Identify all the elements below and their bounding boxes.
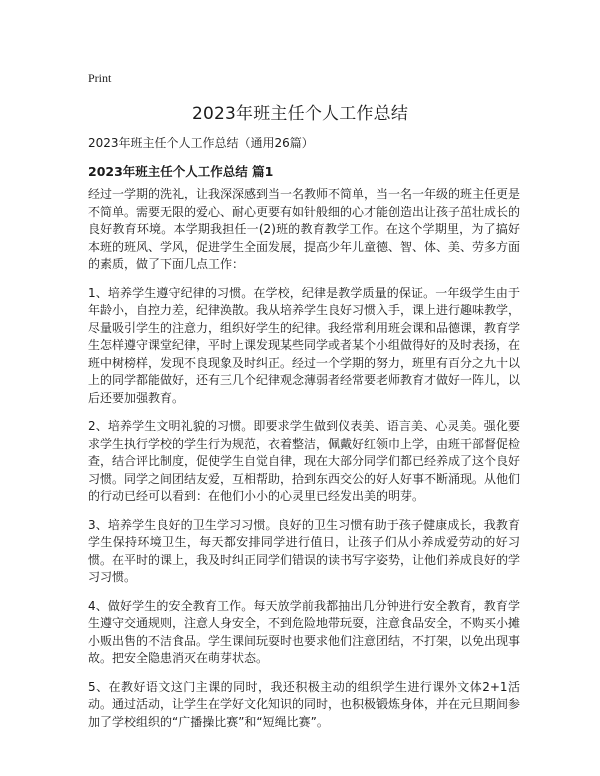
section-heading: 2023年班主任个人工作总结 篇1: [88, 164, 274, 179]
paragraph-discipline: 1、培养学生遵守纪律的习惯。在学校，纪律是教学质量的保证。一年级学生由于年龄小，自控力差，纪律涣散。我从培养学生良好习惯入手，课上进行趣味教学，尽量吸引学生的注意力，组织好学生的纪律。我经常利用班会课和品德课，教育学生怎样遵守课堂纪律，平时上课发现某些同学或者某个小组做得好的及时表扬，在班中树榜样，发现不良现象及时纠正。经过一个学期的努力，班里有百分之九十以上的同学都能做好，还有三几个纪律观念薄弱者经常要老师教育才做好一阵儿，以后还要加强教育。: [88, 285, 521, 405]
paragraph-safety: 4、做好学生的安全教育工作。每天放学前我都抽出几分钟进行安全教育，教育学生遵守交通规则，注意人身安全，不到危险地带玩耍，注意食品安全，不购买小摊小贩出售的不洁食品。学生课间玩耍时也要求他们注意团结，不打架，以免出现事故。把安全隐患消灭在萌芽状态。: [88, 598, 521, 665]
paragraph-activities: 5、在教好语文这门主课的同时，我还积极主动的组织学生进行课外文体2+1活动。通过活动，让学生在学好文化知识的同时，也积极锻炼身体，并在元旦期间参加了学校组织的“广播操比赛”和“短绳比赛”。: [88, 679, 521, 729]
paragraph-hygiene: 3、培养学生良好的卫生学习习惯。良好的卫生习惯有助于孩子健康成长，我教育学生保持环境卫生，每天都安排同学进行值日，让孩子们从小养成爱劳动的好习惯。在平时的课上，我及时纠正同学们错误的读书写字姿势，让他们养成良好的学习习惯。: [88, 517, 521, 584]
paragraph-manners: 2、培养学生文明礼貌的习惯。即要求学生做到仪表美、语言美、心灵美。强化要求学生执行学校的学生行为规范，衣着整洁，佩戴好红领巾上学，由班干部督促检查，结合评比制度，促使学生自觉自律，现在大部分同学们都已经养成了这个良好习惯。同学之间团结友爱，互相帮助，拾到东西交公的好人好事不断涌现。从他们的行动已经可以看到：在他们小小的心灵里已经发出美的明芽。: [88, 419, 521, 503]
paragraph-intro: 经过一学期的洗礼，让我深深感到当一名教师不简单，当一名一年级的班主任更是不简单。需要无限的爱心、耐心更要有如针般细的心才能创造出让孩子茁壮成长的良好教育环境。本学期我担任一(2)班的教育教学工作。在这个学期里，为了搞好本班的班风、学风，促进学生全面发展，提高少年儿童德、智、体、美、劳多方面的素质，做了下面几点工作：: [88, 187, 521, 271]
document-body: [88, 186, 520, 742]
print-link[interactable]: Print: [88, 71, 112, 85]
page-title: 2023年班主任个人工作总结: [191, 104, 409, 124]
document-subtitle: 2023年班主任个人工作总结（通用26篇）: [88, 136, 314, 150]
